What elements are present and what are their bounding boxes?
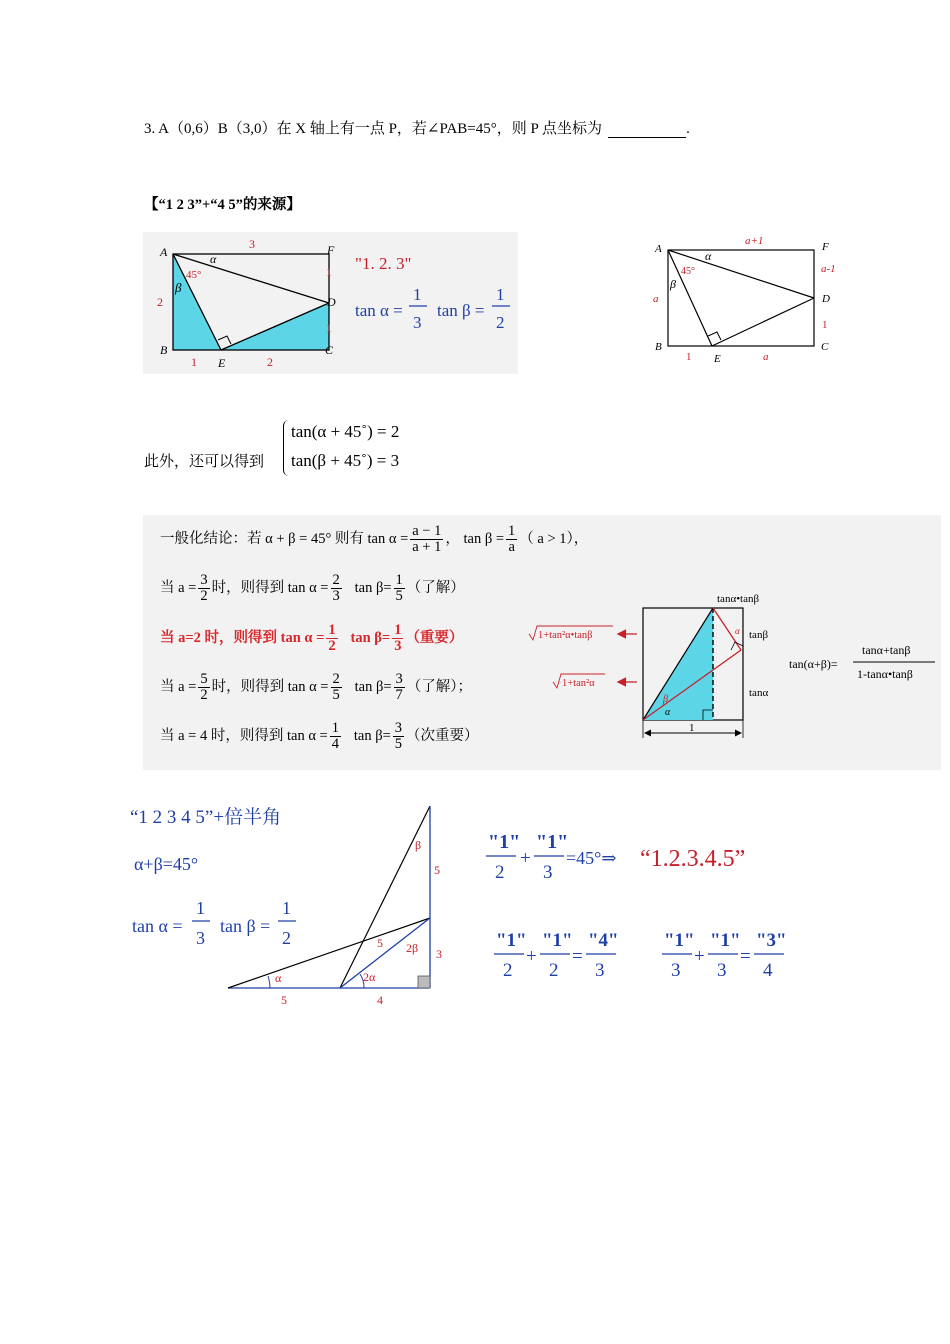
l5-text: 当 a = 4 时，则得到 tan α = <box>160 728 328 745</box>
section-title: 【“1 2 3”+“4 5”的来源】 <box>144 197 301 213</box>
l4-num: 5 <box>200 671 208 687</box>
l4-bden: 7 <box>395 687 403 704</box>
tan-alpha-num: 1 <box>413 285 422 304</box>
l2-tanb: tan β= <box>354 580 392 597</box>
l2-aden: 3 <box>332 588 340 605</box>
figure-123-rectangle <box>143 232 518 374</box>
bottom-tan-b: tan β = <box>220 916 271 936</box>
bottom-ta-num: 1 <box>196 898 205 918</box>
label-A2: A <box>655 243 662 255</box>
l1-num: a − 1 <box>412 523 442 539</box>
diag-tanb: tanβ <box>749 629 769 641</box>
l1-text-b: ， tan β = <box>445 531 505 548</box>
l2-bnum: 1 <box>395 572 403 588</box>
bottom-equations <box>480 820 820 1000</box>
l4-anum: 2 <box>332 671 340 687</box>
bottom-equations-svg <box>480 820 820 1000</box>
l5-bden: 5 <box>394 736 403 753</box>
tri-five-right: 5 <box>434 863 440 877</box>
label-F2: F <box>822 241 829 253</box>
l5-tanb: tan β= <box>353 728 391 745</box>
beta-label: β <box>175 280 182 295</box>
bottom-title: “1 2 3 4 5”+倍半角 <box>130 807 282 828</box>
tri-alpha: α <box>275 971 282 985</box>
bottom-sum: α+β=45° <box>134 854 199 874</box>
diag-bottom-label: 1 <box>689 722 695 734</box>
l1-bden: a <box>508 539 515 556</box>
l5-bnum: 3 <box>394 720 403 736</box>
svg-text:=: = <box>572 946 583 967</box>
eq1-n2: "1" <box>536 831 569 853</box>
eq2-d1: 2 <box>503 960 513 981</box>
eq3-d2: 3 <box>717 960 727 981</box>
label-C2: C <box>821 341 829 353</box>
l4-aden: 5 <box>332 687 340 704</box>
l3-tanb: tan β= <box>350 630 391 647</box>
eq3-d3: 4 <box>763 960 773 981</box>
tri-four: 4 <box>377 993 383 1007</box>
label-C: C <box>325 343 334 357</box>
tan-beta-den: 2 <box>496 313 505 332</box>
len-right-bottom: 1 <box>326 321 332 335</box>
len-top: 3 <box>249 237 255 251</box>
equation-2: tan(β + 45˚) = 3 <box>291 451 400 470</box>
diag-sqrt2: 1+tan²α <box>562 678 595 689</box>
l3-bnum: 1 <box>394 622 402 638</box>
len2-top: a+1 <box>745 235 764 247</box>
figure-12345 <box>120 800 440 1010</box>
tan-alpha-den: 3 <box>413 313 422 332</box>
general-line-3 <box>160 623 463 654</box>
l1-text-c: （ a > 1）， <box>519 531 589 548</box>
question-3 <box>144 117 690 138</box>
formula-num: tanα+tanβ <box>862 643 911 657</box>
l2-text-b: 时，则得到 tan α = <box>211 580 329 597</box>
eq1-quote: “1.2.3.4.5” <box>640 846 746 872</box>
besides-lead: 此外，还可以得到 <box>144 454 265 470</box>
l1-text: 一般化结论：若 α + β = 45° 则有 tan α = <box>160 531 409 548</box>
l4-note: （了解）； <box>406 679 473 696</box>
beta2: β <box>670 277 676 291</box>
len2-left: a <box>653 293 659 305</box>
tan-beta-label: tan β = <box>437 301 485 320</box>
len-bottom-right: 2 <box>267 355 273 369</box>
formula-lhs: tan(α+β)= <box>789 657 838 671</box>
eq3-n1: "1" <box>664 930 695 951</box>
label-E: E <box>218 356 226 370</box>
bottom-tb-den: 2 <box>282 928 291 948</box>
l5-aden: 4 <box>331 736 339 753</box>
l2-num: 3 <box>200 572 208 588</box>
question-3-end: . <box>686 121 690 137</box>
figure-general-svg <box>648 232 848 372</box>
l4-bnum: 3 <box>395 671 403 687</box>
l2-den: 2 <box>200 588 208 605</box>
eq3-n2: "1" <box>710 930 741 951</box>
eq2-n2: "1" <box>542 930 573 951</box>
tri-two-beta: 2β <box>406 941 419 955</box>
tri-five-inner: 5 <box>377 936 383 950</box>
l3-text: 当 a=2 时，则得到 tan α = <box>160 630 325 647</box>
eq2-plus: + <box>526 946 537 967</box>
l3-bden: 3 <box>394 638 402 655</box>
system-brace <box>283 420 290 476</box>
general-line-2 <box>160 573 465 604</box>
question-3-text: 3. A（0,6）B（3,0）在 X 轴上有一点 P，若∠PAB=45°，则 P 点坐标为 <box>144 121 603 137</box>
eq1-d2: 3 <box>543 862 553 883</box>
alpha2: α <box>705 249 712 263</box>
l2-note: （了解） <box>406 580 465 597</box>
figure-123-svg <box>143 232 518 374</box>
label-F: F <box>327 243 335 257</box>
l3-anum: 1 <box>328 622 336 638</box>
l2-bden: 5 <box>395 588 403 605</box>
answer-blank[interactable] <box>608 123 686 138</box>
diag-top-label: tanα•tanβ <box>717 593 760 605</box>
eq1-d1: 2 <box>495 862 505 883</box>
l4-text-b: 时，则得到 tan α = <box>211 679 329 696</box>
l4-den: 2 <box>200 687 208 704</box>
general-line-4 <box>160 672 472 703</box>
label-D2: D <box>822 293 830 305</box>
eq3-plus: + <box>694 946 705 967</box>
eq2-n3: "4" <box>588 930 619 951</box>
bottom-tan-a: tan α = <box>132 916 183 936</box>
l1-den: a + 1 <box>412 539 442 556</box>
tan-alpha-label: tan α = <box>355 301 403 320</box>
diag-beta: β <box>663 694 668 705</box>
alpha-label: α <box>210 252 217 266</box>
tan-beta-num: 1 <box>496 285 505 304</box>
diag-sqrt1: 1+tan²α•tanβ <box>538 630 593 641</box>
l2-anum: 2 <box>332 572 340 588</box>
len2-right-bottom: 1 <box>822 319 828 331</box>
eq3-d1: 3 <box>671 960 681 981</box>
formula-den: 1-tanα•tanβ <box>857 667 913 681</box>
eq3-n3: "3" <box>756 930 787 951</box>
len-bottom-left: 1 <box>191 355 197 369</box>
figure-general-rectangle <box>648 232 848 372</box>
l5-note: （次重要） <box>406 728 479 745</box>
quote-123: "1. 2. 3" <box>355 254 412 273</box>
general-line-1 <box>160 524 588 555</box>
tri-beta: β <box>415 838 422 852</box>
eq2-d2: 2 <box>549 960 559 981</box>
len2-right-top: a-1 <box>821 263 836 275</box>
figure-12345-svg <box>120 800 440 1010</box>
l2-text: 当 a = <box>160 580 197 597</box>
l1-bnum: 1 <box>508 523 516 539</box>
angle2: 45° <box>681 266 695 277</box>
l3-aden: 2 <box>328 638 336 655</box>
eq2-n1: "1" <box>496 930 527 951</box>
bottom-ta-den: 3 <box>196 928 205 948</box>
tri-five-bottom: 5 <box>281 993 287 1007</box>
l3-note: （重要） <box>405 630 464 647</box>
eq2-d3: 3 <box>595 960 605 981</box>
label-B: B <box>160 343 168 357</box>
diag-tana: tanα <box>749 687 769 699</box>
equation-system <box>283 420 433 478</box>
diag-alpha: α <box>665 707 671 718</box>
label-E2: E <box>714 353 721 365</box>
eq1-plus: + <box>520 848 531 869</box>
angle-label: 45° <box>186 269 202 281</box>
tan-sum-svg <box>525 588 940 748</box>
equation-1: tan(α + 45˚) = 2 <box>291 422 400 441</box>
len-left: 2 <box>157 295 163 309</box>
svg-text:=: = <box>740 946 751 967</box>
label-A: A <box>160 245 168 259</box>
label-B2: B <box>655 341 662 353</box>
label-D: D <box>327 295 336 309</box>
l4-tanb: tan β= <box>354 679 392 696</box>
l4-text: 当 a = <box>160 679 197 696</box>
len2-bottom-left: 1 <box>686 351 692 363</box>
general-line-5 <box>160 721 479 752</box>
len2-bottom-right: a <box>763 351 769 363</box>
bottom-tb-num: 1 <box>282 898 291 918</box>
eq1-rest: =45°⇒ <box>566 848 617 868</box>
diag-alpha-2: α <box>735 626 740 636</box>
tan-sum-diagram <box>525 588 940 748</box>
tri-two-alpha: 2α <box>363 970 376 984</box>
eq1-n1: "1" <box>488 831 521 853</box>
l5-anum: 1 <box>331 720 339 736</box>
len-right-top: 1 <box>326 265 332 279</box>
tri-three: 3 <box>436 947 442 961</box>
